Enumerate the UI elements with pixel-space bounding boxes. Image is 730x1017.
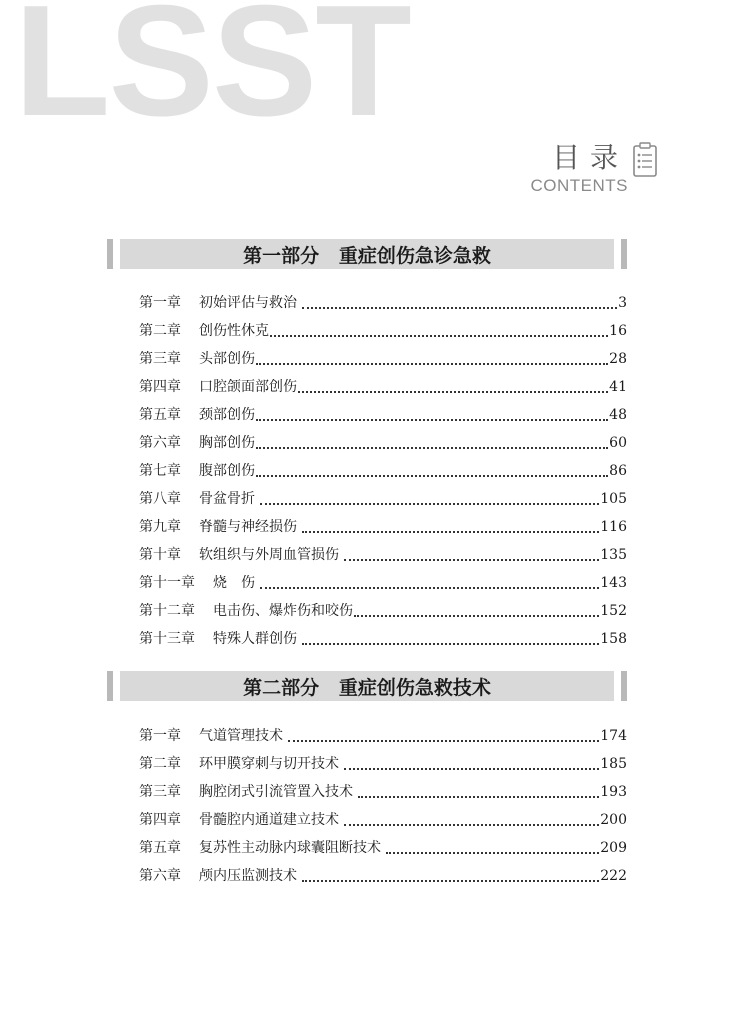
chapter-title: 特殊人群创伤 — [213, 631, 302, 647]
chapter-title: 脊髓与神经损伤 — [199, 519, 302, 535]
dot-leader — [298, 391, 608, 393]
toc-entry[interactable] — [139, 541, 627, 569]
chapter-number: 第九章 — [139, 519, 181, 535]
part-banner — [107, 239, 627, 269]
contents-heading — [530, 141, 629, 196]
dot-leader — [302, 531, 599, 533]
chapter-number: 第十一章 — [139, 575, 195, 591]
toc-entry[interactable] — [139, 289, 627, 317]
toc-entry[interactable] — [139, 513, 627, 541]
chapter-number: 第三章 — [139, 351, 181, 367]
watermark-text: LSST — [14, 0, 410, 149]
chapter-title: 复苏性主动脉内球囊阻断技术 — [199, 840, 386, 856]
page-number: 86 — [609, 463, 627, 479]
toc-entry[interactable] — [139, 862, 627, 890]
dot-leader — [386, 852, 599, 854]
dot-leader — [302, 307, 617, 309]
page-number: 41 — [609, 379, 627, 395]
page-number: 174 — [600, 728, 627, 744]
page-title: 目录 — [551, 141, 628, 174]
chapter-number: 第五章 — [139, 407, 181, 423]
dot-leader — [344, 824, 599, 826]
toc-entry[interactable] — [139, 722, 627, 750]
chapter-number: 第八章 — [139, 491, 181, 507]
toc-entry[interactable] — [139, 597, 627, 625]
dot-leader — [260, 587, 599, 589]
toc-entry[interactable] — [139, 373, 627, 401]
chapter-number: 第一章 — [139, 295, 181, 311]
part-banner — [107, 671, 627, 701]
chapter-number: 第二章 — [139, 323, 181, 339]
chapter-number: 第十三章 — [139, 631, 195, 647]
page-number: 185 — [600, 756, 627, 772]
page-number: 28 — [609, 351, 627, 367]
chapter-number: 第三章 — [139, 784, 181, 800]
toc-entry[interactable] — [139, 806, 627, 834]
page-number: 193 — [600, 784, 627, 800]
page-number: 200 — [600, 812, 627, 828]
page-number: 60 — [609, 435, 627, 451]
toc-entry[interactable] — [139, 429, 627, 457]
dot-leader — [256, 363, 608, 365]
dot-leader — [288, 740, 599, 742]
page-number: 135 — [600, 547, 627, 563]
dot-leader — [344, 768, 599, 770]
part-title: 第一部分 重症创伤急诊急救 — [243, 244, 491, 267]
dot-leader — [256, 447, 608, 449]
chapter-number: 第七章 — [139, 463, 181, 479]
chapter-title: 气道管理技术 — [199, 728, 288, 744]
chapter-title: 环甲膜穿刺与切开技术 — [199, 756, 344, 772]
dot-leader — [302, 643, 599, 645]
dot-leader — [256, 475, 608, 477]
contents-subtitle: CONTENTS — [530, 176, 628, 195]
chapter-number: 第五章 — [139, 840, 181, 856]
chapter-number: 第十章 — [139, 547, 181, 563]
toc-entry[interactable] — [139, 778, 627, 806]
chapter-title: 烧 伤 — [213, 575, 260, 591]
chapter-title: 头部创伤 — [199, 351, 255, 367]
dot-leader — [302, 880, 599, 882]
toc-entry[interactable] — [139, 401, 627, 429]
toc-entry[interactable] — [139, 834, 627, 862]
clipboard-icon — [632, 142, 658, 178]
chapter-title: 口腔颌面部创伤 — [199, 379, 297, 395]
toc-entry[interactable] — [139, 345, 627, 373]
chapter-number: 第四章 — [139, 812, 181, 828]
chapter-number: 第四章 — [139, 379, 181, 395]
chapter-title: 创伤性休克 — [199, 323, 269, 339]
page-number: 16 — [609, 323, 627, 339]
dot-leader — [344, 559, 599, 561]
page-number: 48 — [609, 407, 627, 423]
dot-leader — [270, 335, 608, 337]
page-number: 105 — [600, 491, 627, 507]
toc-entry[interactable] — [139, 317, 627, 345]
chapter-title: 胸部创伤 — [199, 435, 255, 451]
chapter-number: 第十二章 — [139, 603, 195, 619]
chapter-title: 初始评估与救治 — [199, 295, 302, 311]
toc-entry[interactable] — [139, 569, 627, 597]
chapter-number: 第六章 — [139, 435, 181, 451]
dot-leader — [354, 615, 599, 617]
chapter-title: 软组织与外周血管损伤 — [199, 547, 344, 563]
part-title: 第二部分 重症创伤急救技术 — [243, 676, 491, 699]
chapter-number: 第一章 — [139, 728, 181, 744]
toc-list — [139, 289, 627, 653]
toc-entry[interactable] — [139, 485, 627, 513]
chapter-title: 骨髓腔内通道建立技术 — [199, 812, 344, 828]
toc-entry[interactable] — [139, 750, 627, 778]
chapter-title: 颈部创伤 — [199, 407, 255, 423]
chapter-title: 胸腔闭式引流管置入技术 — [199, 784, 358, 800]
chapter-number: 第六章 — [139, 868, 181, 884]
page-number: 143 — [600, 575, 627, 591]
page-number: 116 — [600, 519, 627, 535]
dot-leader — [260, 503, 599, 505]
page-number: 152 — [600, 603, 627, 619]
chapter-title: 腹部创伤 — [199, 463, 255, 479]
chapter-number: 第二章 — [139, 756, 181, 772]
page-number: 209 — [600, 840, 627, 856]
toc-entry[interactable] — [139, 625, 627, 653]
page-number: 158 — [600, 631, 627, 647]
dot-leader — [256, 419, 608, 421]
chapter-title: 颅内压监测技术 — [199, 868, 302, 884]
chapter-title: 电击伤、爆炸伤和咬伤 — [213, 603, 353, 619]
page-number: 3 — [618, 295, 627, 311]
dot-leader — [358, 796, 599, 798]
page-number: 222 — [600, 868, 627, 884]
chapter-title: 骨盆骨折 — [199, 491, 260, 507]
toc-entry[interactable] — [139, 457, 627, 485]
toc-list — [139, 722, 627, 890]
